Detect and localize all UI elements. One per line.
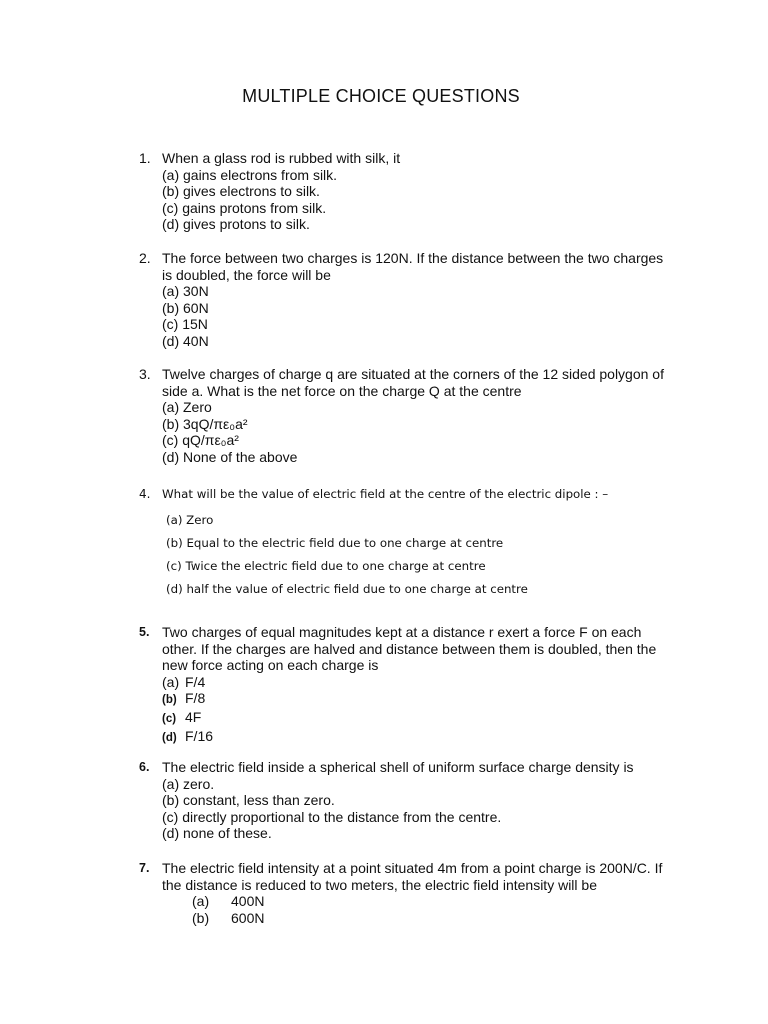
option-a: (a) gains electrons from silk. <box>162 166 338 183</box>
question-number: 3. <box>139 366 151 382</box>
question-stem-line-1: The electric field intensity at a point situated 4m from a point charge is 200N/C. If <box>162 860 663 876</box>
question-stem-line-2: side a. What is the net force on the charge Q at the centre <box>162 382 522 399</box>
question-stem-line-2: other. If the charges are halved and distance between them is doubled, then the <box>162 640 657 657</box>
question-body <box>162 250 682 350</box>
option-c: (c) gains protons from silk. <box>162 199 327 216</box>
question-number: 6. <box>139 760 150 774</box>
question-stem: What will be the value of electric field at the centre of the electric dipole : – <box>162 487 609 501</box>
question-stem-line-1: The force between two charges is 120N. If the distance between the two charges <box>162 250 664 266</box>
option-b: (b) 60N <box>162 299 209 316</box>
option-label: (a) <box>192 893 210 910</box>
option-d: (d) gives protons to silk. <box>162 216 310 233</box>
option-label: (d) <box>162 731 177 744</box>
question-stem-line-2: the distance is reduced to two meters, the electric field intensity will be <box>162 876 597 893</box>
option-b: (b) Equal to the electric field due to one charge at centre <box>166 536 504 550</box>
question-number: 5. <box>139 625 150 639</box>
option-text: 4F <box>185 708 202 725</box>
option-text: 400N <box>231 893 265 910</box>
option-a: (a) zero. <box>162 775 215 792</box>
option-b: (b) gives electrons to silk. <box>162 183 320 200</box>
option-c: (c) directly proportional to the distance from the centre. <box>162 808 502 825</box>
option-label: (c) <box>162 712 177 725</box>
question-body <box>162 860 702 926</box>
option-label: (a) <box>162 673 180 690</box>
question-number: 7. <box>139 861 150 875</box>
option-c: (c) qQ/πε₀a² <box>162 432 239 449</box>
question-number: 4. <box>139 487 151 501</box>
question-stem-line-3: new force acting on each charge is <box>162 657 379 674</box>
question-stem-line-1: Twelve charges of charge q are situated at the corners of the 12 sided polygon of <box>162 366 664 382</box>
question-number: 2. <box>139 250 151 266</box>
question-number: 1. <box>139 150 151 166</box>
option-label: (b) <box>162 694 177 707</box>
question-body <box>162 624 682 746</box>
option-d: (d) 40N <box>162 332 209 349</box>
question-stem-line-1: Two charges of equal magnitudes kept at a distance r exert a force F on each <box>162 624 642 640</box>
option-text: F/8 <box>185 690 206 707</box>
option-text: F/4 <box>185 673 206 690</box>
option-d: (d) None of the above <box>162 448 298 465</box>
option-b <box>162 910 702 927</box>
option-text: F/16 <box>185 727 214 744</box>
question-stem-line-2: is doubled, the force will be <box>162 266 331 283</box>
option-a <box>162 893 702 910</box>
question-body <box>162 759 682 842</box>
option-a: (a) 30N <box>162 283 209 300</box>
option-b: (b) constant, less than zero. <box>162 792 335 809</box>
question-body <box>162 366 682 466</box>
option-a: (a) Zero <box>166 513 214 527</box>
option-c <box>162 709 682 728</box>
option-c: (c) Twice the electric field due to one charge at centre <box>166 559 486 573</box>
option-d: (d) none of these. <box>162 825 272 842</box>
option-d: (d) half the value of electric field due to one charge at centre <box>166 582 528 596</box>
question-stem: When a glass rod is rubbed with silk, it <box>162 150 401 166</box>
question-body <box>162 150 682 233</box>
option-d <box>162 728 682 747</box>
question-body <box>162 486 722 601</box>
options-list <box>162 509 722 601</box>
question-stem: The electric field inside a spherical shell of uniform surface charge density is <box>162 759 634 775</box>
option-label: (b) <box>192 909 210 926</box>
option-b: (b) 3qQ/πε₀a² <box>162 415 248 432</box>
page-title: MULTIPLE CHOICE QUESTIONS <box>242 86 520 106</box>
option-a <box>162 674 682 691</box>
option-b <box>162 690 682 709</box>
option-c: (c) 15N <box>162 316 208 333</box>
option-text: 600N <box>231 909 265 926</box>
option-a: (a) Zero <box>162 399 212 416</box>
